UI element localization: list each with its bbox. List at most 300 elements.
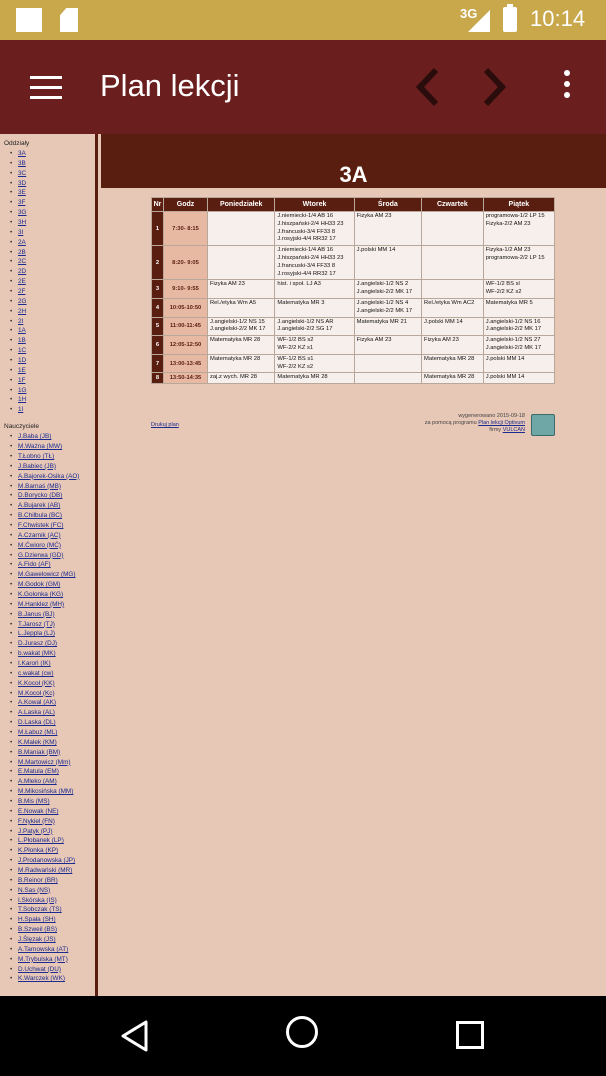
lesson-entry[interactable]: Fizyka AM 23	[210, 281, 245, 288]
teacher-item	[18, 432, 95, 442]
notification-icon	[16, 8, 42, 32]
lesson-entry[interactable]: J.polski MM 14	[485, 355, 525, 362]
class-item	[18, 248, 95, 258]
class-list	[18, 149, 95, 415]
lesson-entry[interactable]: J.angielski-2/2 MK 17	[485, 326, 542, 333]
lesson-entry[interactable]: hist. i społ. LJ A3	[277, 281, 321, 288]
lesson-entry[interactable]: Matematyka MR 28	[210, 355, 261, 362]
lesson-entry[interactable]: J.angielski-1/2 NS AR	[277, 318, 334, 325]
teacher-item	[18, 708, 95, 718]
lesson-entry[interactable]: J.hiszpański-2/4 HH33 23	[277, 220, 344, 227]
teacher-item	[18, 669, 95, 679]
lesson-row	[152, 373, 555, 384]
teacher-link[interactable]: F.Chwistek (FC)	[18, 521, 64, 529]
teacher-link[interactable]: M.Hanklez (MH)	[18, 600, 65, 608]
teacher-item	[18, 482, 95, 492]
lesson-entry[interactable]: Matematyka MR 28	[424, 355, 475, 362]
class-link[interactable]: 1D	[18, 357, 27, 365]
lesson-entry[interactable]: WF-2/2 KZ s1	[277, 344, 314, 351]
teacher-list	[18, 432, 95, 984]
class-link[interactable]: 2C	[18, 258, 27, 266]
teacher-item	[18, 491, 95, 501]
lesson-cell-mon	[208, 354, 275, 373]
class-item	[18, 277, 95, 287]
class-link[interactable]: 3E	[18, 189, 26, 197]
class-item	[18, 356, 95, 366]
lesson-row	[152, 354, 555, 373]
lesson-entry[interactable]: Matematyka MR 28	[277, 374, 328, 381]
lesson-cell-tue	[275, 298, 354, 317]
teacher-item	[18, 511, 95, 521]
class-item	[18, 149, 95, 159]
teacher-link[interactable]: J.Baba (JB)	[18, 433, 52, 441]
teacher-item	[18, 442, 95, 452]
column-header: Poniedziałek	[208, 198, 275, 212]
teacher-link[interactable]: B.Janus (BJ)	[18, 610, 55, 618]
clock: 10:14	[530, 6, 586, 31]
program-link[interactable]: Plan lekcji Optivum	[478, 420, 525, 426]
column-header: Środa	[354, 198, 421, 212]
class-link[interactable]: 1H	[18, 396, 27, 404]
lesson-number: 1	[152, 212, 164, 246]
lesson-cell-mon	[208, 298, 275, 317]
class-item	[18, 376, 95, 386]
more-options-icon[interactable]	[560, 70, 574, 104]
teacher-item	[18, 797, 95, 807]
teacher-link[interactable]: M.Gawelowicz (MG)	[18, 571, 76, 579]
teacher-item	[18, 580, 95, 590]
class-link[interactable]: 1F	[18, 376, 26, 384]
teacher-link[interactable]: L.Jeppla (LJ)	[18, 630, 55, 638]
teacher-link[interactable]: I.Karoń (IK)	[18, 659, 51, 667]
teacher-link[interactable]: M.Martowicz (Mm)	[18, 758, 71, 766]
class-link[interactable]: 1A	[18, 327, 26, 335]
class-item	[18, 346, 95, 356]
lesson-time: 12:05-12:50	[164, 336, 208, 355]
teacher-link[interactable]: D.Jurasz (DJ)	[18, 640, 58, 648]
teacher-item	[18, 698, 95, 708]
teacher-item	[18, 600, 95, 610]
teacher-link[interactable]: J.Babiec (JB)	[18, 462, 57, 470]
class-link[interactable]: 1I	[18, 406, 24, 414]
lesson-entry[interactable]: J.angielski-1/2 NS 2	[356, 281, 409, 288]
lesson-entry[interactable]: Fizyka-2/2 AM 23	[485, 220, 531, 227]
teacher-link[interactable]: K.Płonka (KP)	[18, 847, 59, 855]
lesson-entry[interactable]: Fizyka AM 23	[424, 337, 459, 344]
app-bar	[0, 40, 606, 134]
lesson-entry[interactable]: J.polski MM 14	[485, 374, 525, 381]
teacher-item	[18, 639, 95, 649]
teacher-link[interactable]: D.Borycko (DB)	[18, 492, 63, 500]
lesson-cell-thu	[422, 336, 484, 355]
teacher-link[interactable]: M.Godok (GM)	[18, 581, 61, 589]
lesson-cell-fri	[483, 373, 554, 384]
teacher-link[interactable]: A.Mleko (AM)	[18, 778, 57, 786]
teacher-item	[18, 915, 95, 925]
lesson-entry[interactable]: Fizyka AM 23	[356, 213, 392, 219]
class-link[interactable]: 3F	[18, 199, 26, 207]
teacher-item	[18, 748, 95, 758]
class-item	[18, 366, 95, 376]
lesson-entry[interactable]: Fizyka AM 23	[356, 337, 392, 344]
lesson-entry[interactable]: Matematyka MR 21	[356, 318, 407, 325]
class-item	[18, 386, 95, 396]
lesson-entry[interactable]: J.niemiecki-1/4 AB 16	[277, 247, 334, 254]
teacher-item	[18, 738, 95, 748]
lesson-entry[interactable]: Matematyka MR 28	[210, 337, 261, 344]
lesson-entry[interactable]: J.angielski-2/2 MK 17	[356, 307, 413, 314]
teacher-link[interactable]: M.Barnaś (MB)	[18, 482, 61, 490]
class-link[interactable]: 3I	[18, 228, 24, 236]
teacher-link[interactable]: A.Laska (AL)	[18, 709, 55, 717]
lesson-entry[interactable]: J.rosyjski-4/4 RR32 17	[277, 270, 336, 277]
lesson-cell-fri	[483, 336, 554, 355]
teacher-item	[18, 629, 95, 639]
lesson-row	[152, 246, 555, 280]
generated-by-text: za pomocą programu	[424, 420, 477, 426]
column-header: Czwartek	[422, 198, 484, 212]
class-link[interactable]: 2B	[18, 248, 26, 256]
class-link[interactable]: 1G	[18, 386, 27, 394]
teacher-item	[18, 620, 95, 630]
class-item	[18, 395, 95, 405]
lesson-entry[interactable]: programowa-1/2 LP 15	[485, 213, 545, 219]
column-header: Piątek	[483, 198, 554, 212]
teacher-link[interactable]: E.Matula (EM)	[18, 768, 59, 776]
teacher-link[interactable]: L.Płobanek (LP)	[18, 837, 64, 845]
teacher-link[interactable]: E.Nowak (NE)	[18, 807, 59, 815]
lesson-cell-tue	[275, 212, 354, 246]
lesson-entry[interactable]: J.angielski-2/2 MK 17	[485, 344, 542, 351]
class-item	[18, 188, 95, 198]
teacher-link[interactable]: I.Skórska (IS)	[18, 896, 57, 904]
teacher-item	[18, 905, 95, 915]
class-link[interactable]: 2I	[18, 317, 24, 325]
class-link[interactable]: 3G	[18, 209, 27, 217]
lesson-entry[interactable]: J.angielski-1/2 NS 4	[356, 299, 409, 306]
lesson-cell-thu	[422, 212, 484, 246]
teacher-link[interactable]: J.Ślęzak (JS)	[18, 936, 56, 944]
teacher-item	[18, 817, 95, 827]
lesson-cell-mon	[208, 212, 275, 246]
chevron-right-icon[interactable]	[474, 62, 514, 112]
lesson-cell-fri	[483, 298, 554, 317]
teacher-link[interactable]: G.Dzierwa (GD)	[18, 551, 64, 559]
lesson-entry[interactable]: Matematyka MR 5	[485, 299, 533, 306]
recent-apps-icon[interactable]	[456, 1021, 484, 1049]
lesson-entry[interactable]: J.polski MM 14	[356, 247, 396, 254]
lesson-entry[interactable]: J.angielski-2/2 SG 17	[277, 326, 333, 333]
lesson-time: 13:50-14:35	[164, 373, 208, 384]
teachers-heading: Nauczyciele	[4, 423, 40, 431]
class-item	[18, 307, 95, 317]
lesson-time: 10:05-10:50	[164, 298, 208, 317]
lesson-entry[interactable]: zaj.z wych. MR 28	[210, 374, 258, 381]
teacher-item	[18, 758, 95, 768]
print-plan-link[interactable]: Drukuj plan	[151, 422, 179, 428]
page-title: Plan lekcji	[100, 68, 240, 103]
lesson-time: 13:00-13:45	[164, 354, 208, 373]
class-item	[18, 169, 95, 179]
teacher-link[interactable]: T.Jarosz (TJ)	[18, 620, 55, 628]
teacher-link[interactable]: J.Patyk (PJ)	[18, 827, 53, 835]
teacher-item	[18, 876, 95, 886]
lesson-cell-mon	[208, 246, 275, 280]
teacher-link[interactable]: D.Uchwat (DU)	[18, 965, 61, 973]
lesson-number: 5	[152, 317, 164, 336]
teacher-link[interactable]: K.Golonka (KG)	[18, 590, 64, 598]
teacher-link[interactable]: D.Laska (DL)	[18, 719, 56, 727]
teacher-link[interactable]: A.Czarnik (AC)	[18, 531, 61, 539]
class-link[interactable]: 1B	[18, 337, 26, 345]
teacher-item	[18, 787, 95, 797]
teacher-item	[18, 836, 95, 846]
class-title: 3A	[101, 161, 606, 188]
teacher-link[interactable]: B.Reinor (BR)	[18, 876, 58, 884]
lesson-cell-mon	[208, 280, 275, 299]
lesson-cell-tue	[275, 336, 354, 355]
classes-heading: Oddziały	[4, 140, 30, 147]
lesson-cell-thu	[422, 317, 484, 336]
class-link[interactable]: 1C	[18, 347, 27, 355]
lesson-cell-wed	[354, 212, 421, 246]
lesson-entry[interactable]: WF-1/2 BS s2	[277, 337, 314, 344]
teacher-item	[18, 728, 95, 738]
network-type: 3G	[460, 6, 478, 21]
lesson-cell-wed	[354, 336, 421, 355]
teacher-link[interactable]: A.Bujarek (AB)	[18, 502, 61, 510]
teacher-link[interactable]: A.Bajorek-Osika (AO)	[18, 472, 80, 480]
lesson-cell-fri	[483, 246, 554, 280]
lesson-row	[152, 298, 555, 317]
teacher-link[interactable]: B.Maniak (BM)	[18, 748, 61, 756]
lesson-cell-tue	[275, 354, 354, 373]
teacher-link[interactable]: A.Tarnowska (AT)	[18, 945, 69, 953]
class-link[interactable]: 3C	[18, 169, 27, 177]
battery-icon	[503, 7, 517, 32]
teacher-item	[18, 896, 95, 906]
chevron-left-icon[interactable]	[410, 62, 450, 112]
class-item	[18, 208, 95, 218]
lesson-entry[interactable]: programowa-2/2 LP 15	[485, 254, 545, 261]
lesson-entry[interactable]: WF-1/2 BS sl	[485, 281, 520, 288]
lesson-row	[152, 212, 555, 246]
lesson-cell-wed	[354, 317, 421, 336]
teacher-link[interactable]: B.Szweil (BS)	[18, 926, 58, 934]
teacher-item	[18, 501, 95, 511]
lesson-row	[152, 336, 555, 355]
column-header: Wtorek	[275, 198, 354, 212]
teacher-item	[18, 541, 95, 551]
lesson-entry[interactable]: Rel./etyka Wm AC2	[424, 299, 475, 306]
class-item	[18, 326, 95, 336]
lesson-entry[interactable]: J.hiszpański-2/4 HH33 23	[277, 254, 344, 261]
lesson-cell-mon	[208, 317, 275, 336]
back-icon[interactable]	[120, 1020, 150, 1052]
class-item	[18, 179, 95, 189]
teacher-link[interactable]: K.Malek (KM)	[18, 738, 57, 746]
lesson-number: 6	[152, 336, 164, 355]
lesson-cell-tue	[275, 317, 354, 336]
teacher-item	[18, 767, 95, 777]
teacher-link[interactable]: K.Kocoł (KK)	[18, 679, 55, 687]
teacher-item	[18, 886, 95, 896]
generated-info	[425, 413, 525, 434]
lesson-entry[interactable]: WF-1/2 BS s1	[277, 355, 314, 362]
class-link[interactable]: 3A	[18, 150, 26, 157]
teacher-item	[18, 521, 95, 531]
lesson-number: 4	[152, 298, 164, 317]
lesson-cell-wed	[354, 280, 421, 299]
teacher-link[interactable]: H.Spała (SH)	[18, 916, 56, 924]
class-item	[18, 287, 95, 297]
teacher-item	[18, 846, 95, 856]
teacher-item	[18, 955, 95, 965]
teacher-link[interactable]: c.wakat (cw)	[18, 669, 54, 677]
class-link[interactable]: 3H	[18, 219, 27, 227]
teacher-link[interactable]: b.wakat (MK)	[18, 650, 56, 658]
lesson-cell-wed	[354, 298, 421, 317]
teacher-item	[18, 679, 95, 689]
teacher-item	[18, 718, 95, 728]
teacher-link[interactable]: M.Ćwioro (MĆ)	[18, 541, 61, 549]
teacher-link[interactable]: N.Sas (NS)	[18, 886, 51, 894]
teacher-item	[18, 925, 95, 935]
class-link[interactable]: 2G	[18, 297, 27, 305]
teacher-link[interactable]: A.Fido (AF)	[18, 561, 51, 569]
class-item	[18, 297, 95, 307]
class-link[interactable]: 1E	[18, 366, 26, 374]
class-link[interactable]: 2H	[18, 307, 27, 315]
timetable	[151, 197, 555, 384]
column-header: Godz	[164, 198, 208, 212]
teacher-link[interactable]: M.Radwański (MR)	[18, 867, 73, 875]
generated-date: wygenerowano 2015-09-18	[458, 413, 525, 419]
lesson-cell-fri	[483, 354, 554, 373]
teacher-item	[18, 462, 95, 472]
teacher-link[interactable]: T.Łobno (TŁ)	[18, 452, 55, 460]
lesson-time: 11:00-11:45	[164, 317, 208, 336]
status-bar	[0, 0, 606, 40]
class-link[interactable]: 3B	[18, 159, 26, 167]
lesson-cell-thu	[422, 354, 484, 373]
teacher-link[interactable]: M.Ważna (MW)	[18, 443, 63, 451]
teacher-item	[18, 807, 95, 817]
teacher-item	[18, 472, 95, 482]
lesson-time: 9:10- 9:55	[164, 280, 208, 299]
lesson-entry[interactable]: WF-2/2 KZ s2	[485, 289, 522, 296]
teacher-item	[18, 965, 95, 975]
teacher-link[interactable]: J.Prodanowska (JP)	[18, 857, 76, 865]
lesson-cell-tue	[275, 280, 354, 299]
lesson-entry[interactable]: Matematyka MR 28	[424, 374, 475, 381]
lesson-entry[interactable]: J.angielski-1/2 NS 27	[485, 337, 541, 344]
class-item	[18, 405, 95, 415]
class-item	[18, 198, 95, 208]
teacher-item	[18, 590, 95, 600]
teacher-item	[18, 689, 95, 699]
lesson-entry[interactable]: J.francuski-3/4 FF33 8	[277, 228, 336, 235]
teacher-item	[18, 856, 95, 866]
lesson-row	[152, 317, 555, 336]
class-item	[18, 159, 95, 169]
teacher-item	[18, 974, 95, 984]
main-frame	[101, 134, 606, 996]
teacher-item	[18, 551, 95, 561]
lesson-entry[interactable]: J.angielski-2/2 MK 17	[210, 326, 266, 333]
teacher-item	[18, 649, 95, 659]
teacher-item	[18, 827, 95, 837]
class-link[interactable]: 2F	[18, 288, 26, 296]
lesson-entry[interactable]: J.polski MM 14	[424, 318, 463, 325]
class-item	[18, 317, 95, 327]
class-item	[18, 267, 95, 277]
lesson-cell-tue	[275, 246, 354, 280]
teacher-link[interactable]: T.Sobczak (TS)	[18, 906, 62, 914]
menu-icon[interactable]	[30, 76, 62, 98]
lesson-number: 3	[152, 280, 164, 299]
lesson-entry[interactable]: J.angielski-2/2 MK 17	[356, 289, 413, 296]
lesson-entry[interactable]: Fizyka-1/2 AM 23	[485, 247, 531, 254]
lesson-entry[interactable]: J.francuski-3/4 FF33 8	[277, 262, 336, 269]
teacher-item	[18, 659, 95, 669]
teacher-link[interactable]: M.Trybulska (MT)	[18, 955, 68, 963]
lesson-entry[interactable]: J.angielski-1/2 NS 16	[485, 318, 541, 325]
teacher-link[interactable]: B.Mis (MS)	[18, 798, 50, 805]
teacher-item	[18, 610, 95, 620]
lesson-number: 8	[152, 373, 164, 384]
class-link[interactable]: 3D	[18, 179, 27, 187]
lesson-cell-wed	[354, 246, 421, 280]
lesson-cell-tue	[275, 373, 354, 384]
lesson-entry[interactable]: WF-2/2 KZ s2	[277, 363, 314, 370]
lesson-entry[interactable]: J.rosyjski-4/4 RR32 17	[277, 236, 336, 243]
teacher-link[interactable]: B.Chilbula (BC)	[18, 512, 63, 520]
lesson-cell-thu	[422, 246, 484, 280]
class-link[interactable]: 2D	[18, 268, 27, 276]
lesson-entry[interactable]: Rel./etyka Wm A5	[210, 299, 257, 306]
class-link[interactable]: 2A	[18, 238, 26, 246]
plan-footer	[151, 410, 555, 440]
teacher-link[interactable]: M.Łabuz (ML)	[18, 728, 58, 736]
teacher-link[interactable]: M.Mikosińska (MM)	[18, 788, 74, 796]
home-icon[interactable]	[286, 1016, 318, 1048]
teacher-link[interactable]: A.Kowal (AK)	[18, 699, 57, 707]
lesson-entry[interactable]: J.angielski-1/2 NS 15	[210, 318, 265, 325]
teacher-link[interactable]: F.Nykiel (FN)	[18, 817, 55, 825]
lesson-cell-mon	[208, 336, 275, 355]
teacher-item	[18, 866, 95, 876]
vulcan-link[interactable]: VULCAN	[502, 427, 525, 433]
class-link[interactable]: 2E	[18, 278, 26, 286]
class-item	[18, 228, 95, 238]
class-item	[18, 336, 95, 346]
teacher-item	[18, 935, 95, 945]
lesson-time: 7:30- 8:15	[164, 212, 208, 246]
lesson-entry[interactable]: J.niemiecki-1/4 AB 16	[277, 213, 334, 219]
lesson-cell-wed	[354, 354, 421, 373]
lesson-cell-thu	[422, 298, 484, 317]
timetable-header-row	[152, 198, 555, 212]
teacher-link[interactable]: K.Warczek (WK)	[18, 975, 65, 983]
teacher-link[interactable]: M.Kocoł (Kc)	[18, 689, 55, 697]
class-item	[18, 238, 95, 248]
lesson-entry[interactable]: Matematyka MR 3	[277, 299, 325, 306]
class-item	[18, 257, 95, 267]
teacher-item	[18, 531, 95, 541]
teacher-item	[18, 777, 95, 787]
navigation-bar	[0, 996, 606, 1076]
